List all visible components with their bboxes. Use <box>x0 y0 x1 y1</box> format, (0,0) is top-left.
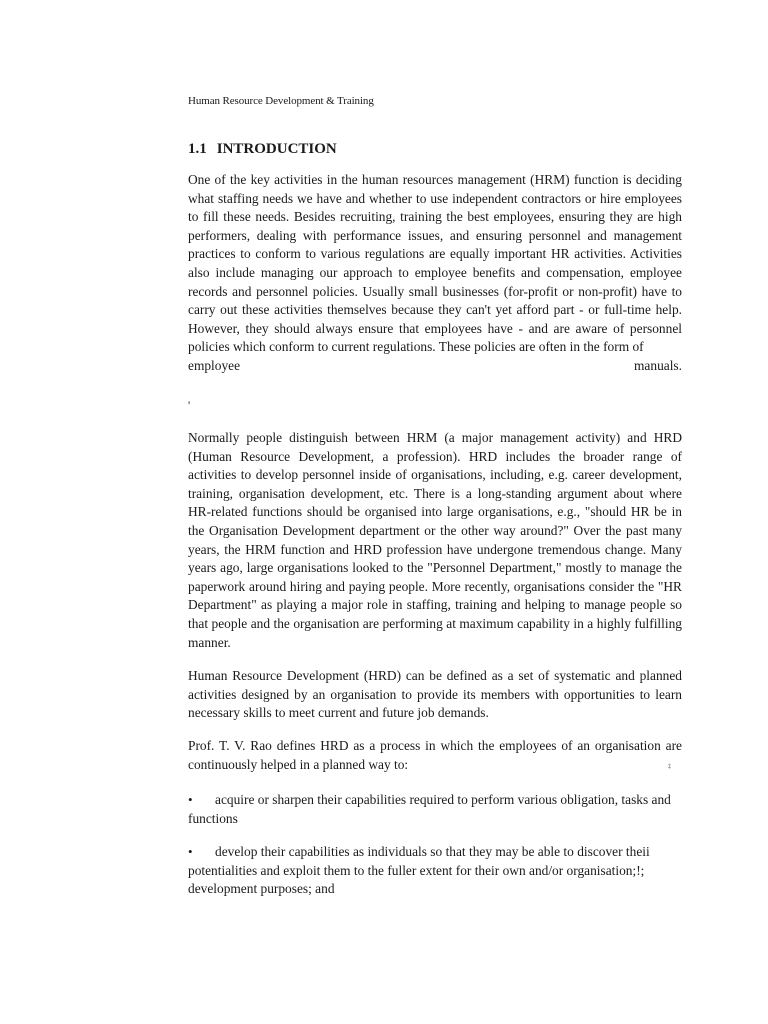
bullet-icon: • <box>188 844 193 859</box>
paragraph-intro-text: One of the key activities in the human resources management (HRM) function is deciding what staffing needs we have and whether to use independent contractors or hire employees to fill these needs. Besides recruiting, training the best employees, ensuring they are high performers, dealing with performance issues, and ensuring personnel and management practices to conform to various regulations are equally important HR activities. Activities also include managing our approach to employee benefits and compensation, employee records and personnel policies. Usually small businesses (for-profit or non-profit) have to carry out these activities themselves because they can't yet afford part - or full-time help. However, they should always ensure that employees have - and are aware of personnel policies which conform to current regulations. These policies are often in the form of <box>188 172 682 355</box>
section-number: 1.1 <box>188 141 207 157</box>
paragraph-hrm-hrd: Normally people distinguish between HRM (a major management activity) and HRD (Human Resource Development, a profession). HRD includes the broader range of activities to develop personnel inside of organisations, including, e.g. career development, training, organisation development, etc. There is a long-standing argument about where HR-related functions should be organised into large organisations, e.g., "should HR be in the Organisation Development department or the other way around?" Over the past many years, the HRM function and HRD profession have undergone tremendous change. Many years ago, large organisations looked to the "Personnel Department," mostly to manage the paperwork around hiring and paying people. More recently, organisations consider the "HR Department" as playing a major role in staffing, training and helping to manage people so that people and the organisation are performing at maximum capability in a highly fulfilling manner. <box>188 430 682 650</box>
paragraph-intro-last-line <box>188 357 682 376</box>
running-head: Human Resource Development & Training <box>188 95 374 107</box>
tiny-margin-mark: ‡ <box>668 764 671 770</box>
bullet-text: develop their capabilities as individuals so that they may be able to discover theii potentialities and exploit them to the fuller extent for their own and/or organisation;!; development purposes; and <box>188 844 650 897</box>
paragraph-rao-definition: Prof. T. V. Rao defines HRD as a process in which the employees of an organisation are continuously helped in a planned way to: <box>188 738 682 772</box>
bullet-icon: • <box>188 792 193 807</box>
bullet-item <box>188 843 682 899</box>
stray-mark: ' <box>188 398 191 412</box>
paragraph-intro-last-right: manuals. <box>634 357 682 373</box>
paragraph-hrd-definition: Human Resource Development (HRD) can be defined as a set of systematic and planned activities designed by an organisation to provide its members with opportunities to learn necessary skills to meet current and future job demands. <box>188 668 682 721</box>
section-title-text: INTRODUCTION <box>216 141 337 157</box>
section-heading <box>188 140 337 158</box>
bullet-item <box>188 791 682 828</box>
bullet-text: acquire or sharpen their capabilities required to perform various obligation, tasks and functions <box>188 792 671 826</box>
paragraph-intro-last-left: employee <box>188 357 241 373</box>
paragraph-intro <box>188 171 682 376</box>
